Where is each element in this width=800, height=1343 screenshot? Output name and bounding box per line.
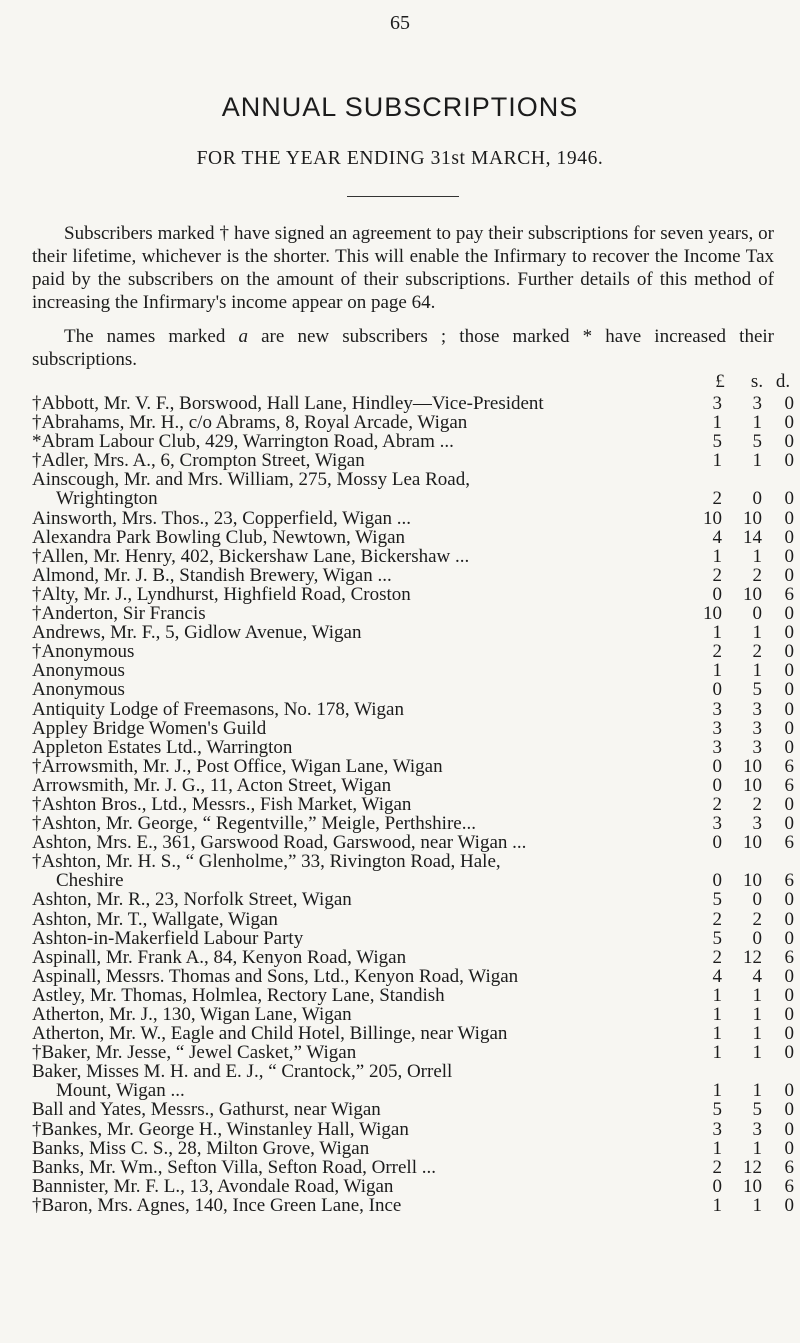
subscriber-name: *Abram Labour Club, 429, Warrington Road, Abram ... xyxy=(32,431,454,453)
subscriber-entry xyxy=(0,661,800,680)
subscriber-name: †Anonymous xyxy=(32,641,135,663)
amount-shillings: 10 xyxy=(743,870,762,892)
subscriber-entry xyxy=(0,757,800,776)
subscriber-entry xyxy=(0,910,800,929)
subscriber-entry xyxy=(0,1062,800,1100)
amount-pounds: 1 xyxy=(712,622,722,644)
amount-shillings: 14 xyxy=(743,526,762,548)
amount-pence: 6 xyxy=(784,946,794,968)
subscriber-name: Ashton, Mr. R., 23, Norfolk Street, Wigan xyxy=(32,889,352,911)
amount-shillings: 5 xyxy=(752,1099,762,1121)
amount-pounds: 2 xyxy=(712,946,722,968)
subscriber-entry xyxy=(0,1100,800,1119)
amount-pounds: 3 xyxy=(712,1118,722,1140)
amount-pence: 0 xyxy=(784,1137,794,1159)
subscriber-name-continued: Cheshire xyxy=(56,870,124,892)
amount-pounds: 1 xyxy=(712,660,722,682)
subscriber-name: Arrowsmith, Mr. J. G., 11, Acton Street, Wigan xyxy=(32,774,392,796)
amount-pence: 6 xyxy=(784,870,794,892)
amount-pence: 0 xyxy=(784,641,794,663)
amount-shillings: 4 xyxy=(752,965,762,987)
amount-pounds: 2 xyxy=(712,1156,722,1178)
subscriber-name: Ashton-in-Makerfield Labour Party xyxy=(32,927,304,949)
subscriber-name: Astley, Mr. Thomas, Holmlea, Rectory Lane, Standish xyxy=(32,984,445,1006)
amount-pounds: 1 xyxy=(712,1004,722,1025)
subscriber-name: Ashton, Mrs. E., 361, Garswood Road, Garswood, near Wigan ... xyxy=(32,832,527,854)
subscriber-entry xyxy=(0,470,800,508)
subscriber-name: †Alty, Mr. J., Lyndhurst, Highfield Road, Croston xyxy=(32,583,411,605)
subscriber-entry xyxy=(0,795,800,814)
amount-pounds: 0 xyxy=(712,583,722,605)
legend-text-part1: The names marked xyxy=(64,326,239,347)
amount-shillings: 1 xyxy=(752,1004,762,1025)
amount-pence: 0 xyxy=(784,736,794,758)
subscriber-entry xyxy=(0,432,800,451)
amount-pence: 0 xyxy=(784,927,794,949)
title-rule xyxy=(347,196,459,197)
amount-pence: 0 xyxy=(784,813,794,835)
amount-shillings: 3 xyxy=(752,1118,762,1140)
amount-pence: 0 xyxy=(784,889,794,911)
amount-pence: 0 xyxy=(784,603,794,625)
subscriber-entry xyxy=(0,1120,800,1139)
amount-pence: 0 xyxy=(784,965,794,987)
subscriber-entry xyxy=(0,623,800,642)
pounds-column-header: £ xyxy=(715,371,725,392)
subscriber-name: †Adler, Mrs. A., 6, Crompton Street, Wigan xyxy=(32,450,365,472)
subscriber-entry xyxy=(0,814,800,833)
subscriber-entry xyxy=(0,986,800,1005)
amount-column-headers xyxy=(0,371,800,394)
subscriber-name: Banks, Miss C. S., 28, Milton Grove, Wigan xyxy=(32,1137,370,1159)
amount-pounds: 10 xyxy=(703,507,722,529)
amount-pounds: 0 xyxy=(712,832,722,854)
amount-pence: 0 xyxy=(784,431,794,453)
amount-pounds: 10 xyxy=(703,603,722,625)
amount-pence: 0 xyxy=(784,908,794,930)
amount-shillings: 5 xyxy=(752,431,762,453)
subscriber-name-continued: Wrightington xyxy=(56,488,158,510)
subscriber-entry xyxy=(0,738,800,757)
subscriber-name-continued: Mount, Wigan ... xyxy=(56,1080,185,1102)
subscriber-name: Almond, Mr. J. B., Standish Brewery, Wigan ... xyxy=(32,564,392,586)
subscriber-name: Andrews, Mr. F., 5, Gidlow Avenue, Wigan xyxy=(32,622,362,644)
amount-pence: 0 xyxy=(784,1099,794,1121)
amount-pence: 6 xyxy=(784,755,794,777)
subscriber-name: †Anderton, Sir Francis xyxy=(32,603,206,625)
subscriber-name: †Ashton, Mr. George, “ Regentville,” Meigle, Perthshire... xyxy=(32,813,476,835)
subscriber-name: †Ashton, Mr. H. S., “ Glenholme,” 33, Rivington Road, Hale, xyxy=(32,851,501,873)
amount-shillings: 12 xyxy=(743,1156,762,1178)
subscriber-entry xyxy=(0,585,800,604)
subscriber-entry xyxy=(0,1158,800,1177)
subscriber-name: †Allen, Mr. Henry, 402, Bickershaw Lane, Bickershaw ... xyxy=(32,545,470,567)
subscriber-name: Ball and Yates, Messrs., Gathurst, near Wigan xyxy=(32,1099,381,1121)
subscriber-entry xyxy=(0,700,800,719)
subscriber-entry xyxy=(0,833,800,852)
amount-shillings: 3 xyxy=(752,736,762,758)
amount-pence: 0 xyxy=(784,412,794,434)
amount-shillings: 1 xyxy=(752,412,762,434)
amount-shillings: 3 xyxy=(752,813,762,835)
shillings-column-header: s. xyxy=(750,371,764,392)
amount-pounds: 4 xyxy=(712,526,722,548)
amount-pounds: 1 xyxy=(712,1042,722,1064)
amount-shillings: 12 xyxy=(743,946,762,968)
amount-pence: 0 xyxy=(784,507,794,529)
subscriber-name: †Baron, Mrs. Agnes, 140, Ince Green Lane, Ince xyxy=(32,1194,402,1216)
subscriber-entry xyxy=(0,929,800,948)
amount-shillings: 1 xyxy=(752,1080,762,1102)
amount-shillings: 2 xyxy=(752,793,762,815)
amount-shillings: 1 xyxy=(752,984,762,1006)
amount-pence: 6 xyxy=(784,583,794,605)
amount-shillings: 10 xyxy=(743,774,762,796)
page-title: ANNUAL SUBSCRIPTIONS xyxy=(221,92,579,122)
subscriber-entry xyxy=(0,451,800,470)
legend-paragraph xyxy=(32,325,774,371)
amount-shillings: 10 xyxy=(743,832,762,854)
amount-pounds: 1 xyxy=(712,412,722,434)
subscriber-entry xyxy=(0,413,800,432)
amount-pounds: 2 xyxy=(712,564,722,586)
amount-shillings: 3 xyxy=(752,698,762,720)
amount-pence: 0 xyxy=(784,984,794,1006)
subscriber-name: Bannister, Mr. F. L., 13, Avondale Road, Wigan xyxy=(32,1175,394,1197)
amount-pounds: 5 xyxy=(712,927,722,949)
amount-shillings: 1 xyxy=(752,1194,762,1216)
subscriber-name: †Bankes, Mr. George H., Winstanley Hall, Wigan xyxy=(32,1118,409,1140)
amount-shillings: 1 xyxy=(752,1042,762,1064)
amount-pence: 0 xyxy=(784,526,794,548)
amount-pence: 0 xyxy=(784,564,794,586)
amount-pence: 0 xyxy=(784,717,794,739)
subscriber-name: †Abbott, Mr. V. F., Borswood, Hall Lane, Hindley—Vice-President xyxy=(32,393,544,414)
subscriber-name: Atherton, Mr. W., Eagle and Child Hotel, Billinge, near Wigan xyxy=(32,1023,508,1045)
subscriber-name: Banks, Mr. Wm., Sefton Villa, Sefton Road, Orrell ... xyxy=(32,1156,436,1178)
subscriber-name: Aspinall, Mr. Frank A., 84, Kenyon Road, Wigan xyxy=(32,946,407,968)
amount-pounds: 0 xyxy=(712,1175,722,1197)
page-number: 65 xyxy=(390,12,410,34)
amount-pounds: 2 xyxy=(712,908,722,930)
amount-pounds: 2 xyxy=(712,793,722,815)
amount-shillings: 2 xyxy=(752,908,762,930)
amount-pounds: 3 xyxy=(712,393,722,414)
amount-pounds: 3 xyxy=(712,698,722,720)
amount-pounds: 1 xyxy=(712,450,722,472)
subscriber-entry xyxy=(0,1005,800,1024)
amount-pence: 0 xyxy=(784,1023,794,1045)
amount-shillings: 1 xyxy=(752,1023,762,1045)
amount-shillings: 1 xyxy=(752,622,762,644)
subscriber-entry xyxy=(0,509,800,528)
subscriber-entry xyxy=(0,967,800,986)
subscriber-entry xyxy=(0,1139,800,1158)
amount-pounds: 1 xyxy=(712,545,722,567)
amount-pence: 0 xyxy=(784,450,794,472)
subscriber-entry xyxy=(0,604,800,623)
amount-pence: 0 xyxy=(784,1042,794,1064)
amount-pounds: 3 xyxy=(712,736,722,758)
amount-pence: 0 xyxy=(784,545,794,567)
amount-shillings: 10 xyxy=(743,1175,762,1197)
pence-column-header: d. xyxy=(775,371,791,392)
subscriber-name: Antiquity Lodge of Freemasons, No. 178, Wigan xyxy=(32,698,404,720)
amount-shillings: 10 xyxy=(743,507,762,529)
amount-shillings: 1 xyxy=(752,450,762,472)
subscriber-entry xyxy=(0,776,800,795)
amount-shillings: 5 xyxy=(752,679,762,701)
amount-shillings: 2 xyxy=(752,641,762,663)
subscriber-entry xyxy=(0,642,800,661)
subscriber-entry xyxy=(0,547,800,566)
amount-pounds: 0 xyxy=(712,755,722,777)
subscriber-entry xyxy=(0,1196,800,1215)
amount-pounds: 4 xyxy=(712,965,722,987)
subscriber-entry xyxy=(0,948,800,967)
amount-pence: 0 xyxy=(784,793,794,815)
amount-pounds: 1 xyxy=(712,1080,722,1102)
amount-pounds: 5 xyxy=(712,1099,722,1121)
amount-pounds: 0 xyxy=(712,774,722,796)
amount-shillings: 3 xyxy=(752,717,762,739)
subscriber-entry xyxy=(0,852,800,890)
amount-shillings: 0 xyxy=(752,889,762,911)
subscriber-name: †Baker, Mr. Jesse, “ Jewel Casket,” Wigan xyxy=(32,1042,357,1064)
new-subscriber-mark: a xyxy=(238,326,248,347)
amount-shillings: 0 xyxy=(752,927,762,949)
subscriber-name: Aspinall, Messrs. Thomas and Sons, Ltd., Kenyon Road, Wigan xyxy=(32,965,519,987)
subscriber-entry xyxy=(0,890,800,909)
amount-pounds: 1 xyxy=(712,1194,722,1216)
amount-pence: 0 xyxy=(784,488,794,510)
amount-pounds: 0 xyxy=(712,679,722,701)
subscriber-entry xyxy=(0,1177,800,1196)
amount-pence: 0 xyxy=(784,660,794,682)
page-subtitle: FOR THE YEAR ENDING 31st MARCH, 1946. xyxy=(196,148,604,169)
legend-text-part2: are new subscribers ; those marked * have increased their subscriptions. xyxy=(32,326,774,370)
amount-pence: 0 xyxy=(784,1080,794,1102)
subscriber-entry xyxy=(0,528,800,547)
subscriber-name: Ashton, Mr. T., Wallgate, Wigan xyxy=(32,908,278,930)
amount-pounds: 2 xyxy=(712,488,722,510)
subscriber-name: Appley Bridge Women's Guild xyxy=(32,717,267,739)
subscriber-entry xyxy=(0,719,800,738)
amount-pence: 6 xyxy=(784,1156,794,1178)
subscriber-entry xyxy=(0,394,800,413)
amount-pounds: 1 xyxy=(712,1137,722,1159)
subscriber-name: Anonymous xyxy=(32,679,125,701)
subscriber-name: Ainsworth, Mrs. Thos., 23, Copperfield, Wigan ... xyxy=(32,507,412,529)
amount-pence: 0 xyxy=(784,679,794,701)
amount-shillings: 2 xyxy=(752,564,762,586)
subscriber-entry xyxy=(0,1043,800,1062)
amount-pounds: 5 xyxy=(712,889,722,911)
amount-pounds: 0 xyxy=(712,870,722,892)
subscriber-name: Atherton, Mr. J., 130, Wigan Lane, Wigan xyxy=(32,1004,352,1025)
amount-pounds: 1 xyxy=(712,984,722,1006)
amount-pence: 0 xyxy=(784,622,794,644)
subscriber-entry xyxy=(0,566,800,585)
amount-shillings: 0 xyxy=(752,488,762,510)
amount-shillings: 1 xyxy=(752,1137,762,1159)
subscriber-name: Baker, Misses M. H. and E. J., “ Crantock,” 205, Orrell xyxy=(32,1061,453,1083)
intro-paragraph: Subscribers marked † have signed an agreement to pay their subscriptions for seven years, or their lifetime, whichever is the shorter. This will enable the Infirmary to recover the Income Tax paid by the subscribers on the amount of their subscriptions. Further details of this method of increasing the Infirmary's income appear on page 64. xyxy=(32,223,774,313)
subscriber-entry xyxy=(0,680,800,699)
amount-pence: 0 xyxy=(784,393,794,414)
amount-pounds: 3 xyxy=(712,717,722,739)
subscriber-name: †Ashton Bros., Ltd., Messrs., Fish Market, Wigan xyxy=(32,793,412,815)
subscriber-name: Anonymous xyxy=(32,660,125,682)
subscriber-entry xyxy=(0,1024,800,1043)
amount-shillings: 10 xyxy=(743,755,762,777)
amount-pence: 6 xyxy=(784,774,794,796)
amount-pence: 6 xyxy=(784,1175,794,1197)
subscriber-name: †Abrahams, Mr. H., c/o Abrams, 8, Royal Arcade, Wigan xyxy=(32,412,468,434)
subscriber-name: Alexandra Park Bowling Club, Newtown, Wigan xyxy=(32,526,406,548)
amount-pence: 0 xyxy=(784,1004,794,1025)
amount-pounds: 1 xyxy=(712,1023,722,1045)
amount-pence: 0 xyxy=(784,1194,794,1216)
amount-pounds: 3 xyxy=(712,813,722,835)
amount-pence: 0 xyxy=(784,1118,794,1140)
subscriber-list xyxy=(0,394,800,1215)
amount-shillings: 10 xyxy=(743,583,762,605)
subscriber-name: †Arrowsmith, Mr. J., Post Office, Wigan Lane, Wigan xyxy=(32,755,443,777)
amount-shillings: 1 xyxy=(752,660,762,682)
amount-shillings: 0 xyxy=(752,603,762,625)
amount-pence: 0 xyxy=(784,698,794,720)
subscriber-name: Appleton Estates Ltd., Warrington xyxy=(32,736,293,758)
amount-shillings: 3 xyxy=(752,393,762,414)
amount-shillings: 1 xyxy=(752,545,762,567)
amount-pounds: 2 xyxy=(712,641,722,663)
subscriber-name: Ainscough, Mr. and Mrs. William, 275, Mossy Lea Road, xyxy=(32,469,470,491)
amount-pence: 6 xyxy=(784,832,794,854)
amount-pounds: 5 xyxy=(712,431,722,453)
